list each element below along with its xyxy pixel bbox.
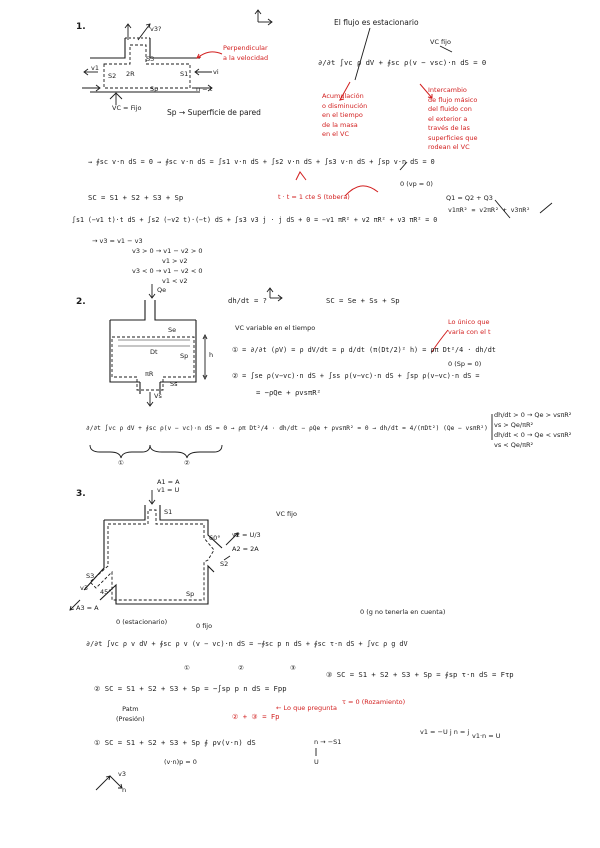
flux-expansion: ∫s1 (−v1 t)·t dS + ∫s2 (−v2 t)·(−t) dS + ∫s3 v3 j · j dS + 0 = −v1 πR² + v2 πR² + v3 πR² = 0 [72, 216, 438, 224]
problem-2-number: 2. [76, 297, 86, 307]
shear-term: ③ SC = S1 + S2 + S3 + Sp = ∮sp τ·n dS = Fτp [326, 670, 514, 679]
inlet-normal: v1 = −U j n = j [420, 728, 470, 736]
gravity-note: 0 (g no tenerla en cuenta) [360, 608, 446, 616]
continuity-equation: ∂/∂t ∫vc ρ dV + ∮sc ρ(v − vsc)·n dS = 0 [318, 58, 487, 67]
mass-balance-2: ∂/∂t ∫vc ρ dV + ∮sc ρ(v − vc)·n dS = 0 → ρπ Dt²/4 · dh/dt − ρQe + ρvsπR² = 0 → dh/dt = 4/(πDt²) (Qe − vsπR²) [86, 425, 488, 432]
dh-dt-question: dh/dt = ? [228, 296, 267, 305]
label-qe: Qe [157, 286, 167, 294]
label-s2: S2 [108, 72, 117, 80]
label-n-t: n = t [196, 85, 213, 93]
estacionario-note: 0 (estacionario) [116, 618, 168, 626]
brace-a: ① [184, 664, 190, 672]
problem-3-number: 3. [76, 489, 86, 499]
u-label: U [314, 758, 319, 766]
term-2-result: = −ρQe + ρvsπR² [256, 388, 321, 397]
momentum-flux: ① SC = S1 + S2 + S3 + Sp ∮ ρv(v·n) dS [94, 738, 256, 747]
flux-rhs: v1πR² = v2πR² + v3πR² [448, 206, 531, 214]
pressure-term: ② SC = S1 + S2 + S3 + Sp = −∫sp p n dS = Fpp [94, 684, 287, 693]
flujo-estacionario: El flujo es estacionario [334, 18, 419, 27]
label-v3-3: v3 [80, 584, 88, 592]
label-60deg: 60° [209, 534, 221, 542]
height-cases: dh/dt > 0 → Qe > vsπR² vs > Qe/πR² dh/dt < 0 → Qe < vsπR² vs < Qe/πR² [494, 411, 572, 449]
outlet-2-labels: v2 = U/3 A2 = 2A [232, 531, 261, 553]
tobera-note: t · t = 1 cte S (tobera) [278, 193, 350, 201]
label-piR: πR [145, 370, 154, 378]
s1-direction: n → −S1 [314, 738, 342, 746]
label-45deg: 45° [100, 588, 112, 596]
label-s1-3: S1 [164, 508, 173, 516]
vc-fijo-note: VC fijo [430, 38, 451, 46]
sc-sum-2: SC = Se + Ss + Sp [326, 296, 400, 305]
momentum-equation: ∂/∂t ∫vc ρ v dV + ∮sc ρ v (v − vc)·n dS = −∮sc p n dS + ∮sc τ·n dS + ∫vc ρ g dV [86, 640, 408, 648]
perp-note: Perpendicular a la velocidad [223, 44, 269, 62]
accumulation-note: Acumulación o disminución en el tiempo de la masa en el VC [322, 92, 368, 138]
exchange-note: Intercambio de flujo másico del fluido con el exterior a través de las superficies que rodean el VC [428, 86, 478, 151]
label-s3-3: S3 [86, 572, 95, 580]
velocity-cases: → v3 = v1 − v3 v3 > 0 → v1 − v2 > 0 v1 > v2 v3 < 0 → v1 − v2 < 0 v1 < v2 [92, 237, 203, 285]
vc-fijo-3: VC fijo [276, 510, 297, 518]
n-vector-label: n [122, 786, 127, 794]
label-vc-fijo: VC = Fijo [112, 104, 142, 112]
label-v3: v3? [150, 25, 162, 33]
sp-zero: 0 (Sp = 0) [448, 360, 482, 368]
label-a3: A3 = A [76, 604, 99, 612]
friction-note: τ = 0 (Rozamiento) [342, 698, 406, 706]
vc-variable: VC variable en el tiempo [235, 324, 316, 332]
flow-balance: Q1 = Q2 + Q3 [446, 194, 493, 202]
label-sp: Sp [150, 85, 159, 93]
brace-b: ② [238, 664, 244, 672]
vp-zero: 0 (vp = 0) [400, 180, 433, 188]
fijo-note: 0 fijo [196, 622, 213, 630]
label-s2-3: S2 [220, 560, 229, 568]
label-h: h [209, 351, 214, 359]
problem-1-number: 1. [76, 22, 86, 32]
brace-1: ① [118, 459, 124, 467]
label-sp2: Sp [180, 352, 189, 360]
term-1: ① = ∂/∂t (ρV) = ρ dV/dt = ρ d/dt (π(Dt/2)² h) = ρπ Dt²/4 · dh/dt [232, 346, 496, 354]
label-ss: Ss [170, 380, 178, 388]
varies-note: Lo único que varía con el t [448, 318, 491, 336]
asked-note: ← Lo que pregunta [276, 704, 337, 712]
label-dt: Dt [150, 348, 158, 356]
surface-integral-sum: → ∮sc v·n dS = 0 → ∮sc v·n dS = ∫s1 v·n dS + ∫s2 v·n dS + ∫s3 v·n dS + ∫sp v·n dS = 0 [88, 158, 435, 166]
sc-sum: SC = S1 + S2 + S3 + Sp [88, 193, 184, 202]
pressure-force-eq: ② + ③ = Fp [232, 712, 280, 721]
inlet-flux: v1·n = U [472, 732, 501, 740]
brace-c: ③ [290, 664, 296, 672]
sp-definition: Sp → Superficie de pared [167, 108, 261, 117]
wall-zero: (v·n)p = 0 [164, 758, 197, 766]
brace-2: ② [184, 459, 190, 467]
label-v1: v1 [91, 64, 99, 72]
label-2r: 2R [126, 70, 135, 78]
label-s1: S1 [180, 70, 189, 78]
v3-vector-label: v3 [118, 770, 126, 778]
label-s3: S3 [146, 55, 155, 63]
label-sp-3: Sp [186, 590, 195, 598]
label-se: Se [168, 326, 177, 334]
label-vi: vi [213, 68, 219, 76]
label-vs: Vs [154, 392, 162, 400]
patm-note: Patm (Presión) [116, 705, 145, 723]
inlet-labels: A1 = A v1 = U [157, 478, 180, 494]
term-2: ② = ∫se ρ(v−vc)·n dS + ∫ss ρ(v−vc)·n dS + ∫sp ρ(v−vc)·n dS = [232, 372, 480, 380]
